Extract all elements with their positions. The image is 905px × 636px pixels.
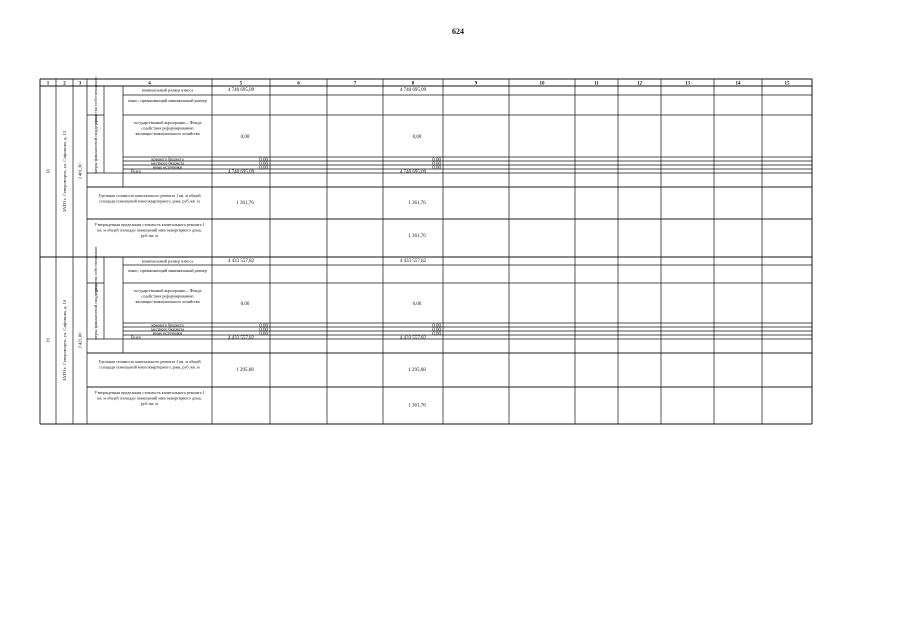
min-fee-value-col5: 4 433 557,82 xyxy=(227,259,255,264)
fund-label: государственной корпорации – Фонда содействия реформированию жилищно-коммунального хозяйства xyxy=(133,120,202,137)
max-cost-value-col8: 1 361,76 xyxy=(408,234,426,239)
other-label: иные источники xyxy=(153,164,182,170)
owners-funds-label: средства собственников xyxy=(93,77,98,124)
max-cost-label: Утвержденная предельная стоимость капитального ремонта 1 кв. м общей площади помещений многоквартирного дома, руб./кв. м xyxy=(94,222,205,239)
address: ЗАТО г. Североморск, ул. Сафонова, д. 16 xyxy=(62,299,67,382)
header-cell-6: 6 xyxy=(297,81,300,87)
header-cell-12: 12 xyxy=(637,81,642,87)
header-cell-9: 9 xyxy=(474,81,478,87)
value-col8-other_value: 0,00 xyxy=(432,331,441,337)
total-value-col8: 4 433 557,82 xyxy=(399,335,427,341)
owners-funds-label: средства собственников xyxy=(93,246,98,294)
local-label: местного бюджета xyxy=(150,326,185,332)
total-value-col5: 4 740 695,09 xyxy=(227,169,255,175)
unit-cost-value-col5: 1 295,68 xyxy=(236,368,254,373)
header-cell-8: 8 xyxy=(411,81,415,87)
area: 3 421,80 xyxy=(77,332,83,349)
header-cell-5: 5 xyxy=(239,81,243,87)
header-cell-14: 14 xyxy=(735,81,741,87)
header-cell-10: 10 xyxy=(539,81,545,87)
header-cell-7: 7 xyxy=(353,81,357,87)
row-number: 18 xyxy=(45,169,51,174)
min-fee-value-col8: 4 433 557,82 xyxy=(399,259,427,264)
fund-value-col8: 0,00 xyxy=(412,135,422,140)
value-col8-regional_value: 0,00 xyxy=(432,323,441,329)
regional-label: краевого бюджета xyxy=(151,156,184,162)
address: ЗАТО г. Североморск, ул. Сафонова, д. 15 xyxy=(62,130,67,213)
unit-cost-value-col5: 1 361,76 xyxy=(236,201,254,206)
value-col8-regional_value: 0,00 xyxy=(432,157,441,163)
fund-label: государственной корпорации – Фонда содействия реформированию жилищно-коммунального хозяйства xyxy=(133,288,202,305)
excess-label: взнос, превышающий минимальный размер xyxy=(128,98,207,103)
total-label: Всего xyxy=(131,168,142,174)
min-fee-label: минимальный размер взноса xyxy=(141,258,194,264)
support-label: меры финансовой поддержки xyxy=(93,115,98,173)
support-label: меры финансовой поддержки xyxy=(93,282,98,340)
unit-cost-value-col8: 1 295,68 xyxy=(408,368,426,373)
max-cost-value-col8: 1 361,76 xyxy=(408,403,426,409)
row-number: 19 xyxy=(45,338,51,343)
total-value-col5: 4 433 557,82 xyxy=(227,335,255,341)
page-number: 624 xyxy=(452,27,464,36)
total-label: Всего xyxy=(131,334,142,340)
fund-value-col5: 0,00 xyxy=(240,135,250,140)
value-col5-regional_value: 0,00 xyxy=(259,157,268,163)
value-col5-other_value: 0,00 xyxy=(259,331,268,337)
value-col5-local_value: 0,00 xyxy=(259,327,268,333)
min-fee-label: минимальный размер взноса xyxy=(141,87,194,93)
fund-value-col5: 0,00 xyxy=(240,302,250,307)
other-label: иные источники xyxy=(153,330,182,336)
header-cell-13: 13 xyxy=(685,81,690,87)
header-cell-3: 3 xyxy=(78,81,82,87)
header-cell-4: 4 xyxy=(148,81,151,87)
area: 3 481,30 xyxy=(77,163,83,180)
header-cell-15: 15 xyxy=(784,81,790,87)
header-cell-2: 2 xyxy=(63,81,66,87)
header-cell-1: 1 xyxy=(46,81,50,87)
total-value-col8: 4 740 695,09 xyxy=(399,169,427,175)
value-col8-local_value: 0,00 xyxy=(432,327,441,333)
fund-value-col8: 0,00 xyxy=(412,302,422,307)
unit-cost-label: Удельная стоимость капитального ремонта 1 кв. м общей площади помещений многоквартирного дома, руб./кв. м xyxy=(98,193,201,204)
value-col8-other_value: 0,00 xyxy=(432,165,441,171)
unit-cost-value-col8: 1 361,76 xyxy=(408,201,426,206)
header-cell-11: 11 xyxy=(594,81,599,87)
unit-cost-label: Удельная стоимость капитального ремонта 1 кв. м общей площади помещений многоквартирного дома, руб./кв. м xyxy=(98,359,201,370)
value-col5-regional_value: 0,00 xyxy=(259,323,268,329)
value-col8-local_value: 0,00 xyxy=(432,161,441,167)
value-col5-local_value: 0,00 xyxy=(259,161,268,167)
local-label: местного бюджета xyxy=(150,160,185,166)
regional-label: краевого бюджета xyxy=(151,322,184,328)
value-col5-other_value: 0,00 xyxy=(259,165,268,171)
excess-label: взнос, превышающий минимальный размер xyxy=(128,268,207,273)
max-cost-label: Утвержденная предельная стоимость капитального ремонта 1 кв. м общей площади помещений многоквартирного дома, руб./кв. м xyxy=(94,390,205,407)
min-fee-value-col8: 4 740 695,09 xyxy=(399,88,427,93)
min-fee-value-col5: 4 740 695,09 xyxy=(227,88,255,93)
